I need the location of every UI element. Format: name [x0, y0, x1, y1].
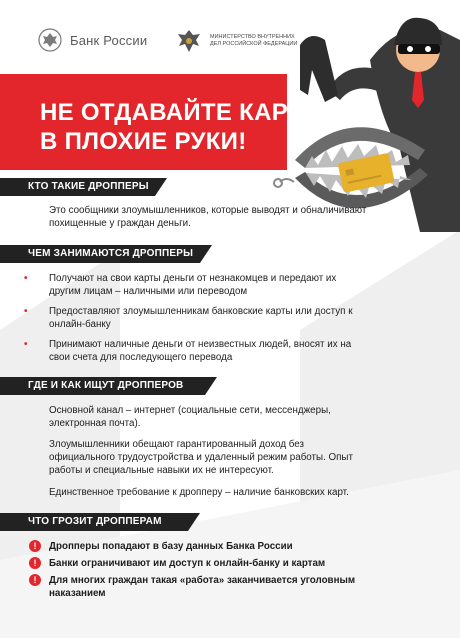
list-item: [24, 338, 354, 364]
section-heading-where: [0, 377, 205, 395]
ministry-logo-text: МИНИСТЕРСТВО ВНУТРЕННИХ ДЕЛ РОССИЙСКОЙ ФЕДЕРАЦИИ: [210, 34, 298, 47]
list-item-text: Для многих граждан такая «работа» заканчивается уголовным наказанием: [49, 575, 356, 599]
list-item-text: Принимают наличные деньги от неизвестных людей, вносят их на свои счета для последующего перевода: [49, 339, 352, 363]
list-item: [24, 272, 354, 298]
section-where-paragraph-2: Злоумышленники обещают гарантированный доход без официального трудоустройства и удаленный режим работы. Опыт работы и специальные навыки их не интересуют.: [49, 439, 353, 476]
section-heading-where-text: ГДЕ И КАК ИЩУТ ДРОППЕРОВ: [28, 380, 184, 391]
bank-logo-text: Банк России: [70, 32, 148, 48]
section-where-paragraph-1: Основной канал – интернет (социальные сети, мессенджеры, электронная почта).: [49, 405, 331, 429]
bank-of-russia-logo: [38, 28, 147, 52]
list-item: [29, 540, 359, 553]
list-item-text: Предоставляют злоумышленникам банковские карты или доступ к онлайн-банку: [49, 306, 353, 330]
section-what-list: [24, 272, 354, 371]
section-heading-threat: [0, 513, 188, 531]
section-heading-what-text: ЧЕМ ЗАНИМАЮТСЯ ДРОППЕРЫ: [28, 248, 194, 259]
warning-icon: !: [29, 574, 41, 586]
section-heading-what: [0, 245, 200, 263]
title-line-1: НЕ ОТДАВАЙТЕ КАРТУ: [40, 99, 318, 126]
bullet-icon: •: [24, 339, 28, 350]
list-item: [29, 574, 359, 600]
bullet-icon: •: [24, 273, 28, 284]
list-item-text: Банки ограничивают им доступ к онлайн-банку и картам: [49, 558, 326, 569]
section-heading-who: [0, 178, 155, 196]
list-item: [24, 305, 354, 331]
ministry-eagle-icon: [174, 26, 204, 56]
section-heading-who-text: КТО ТАКИЕ ДРОППЕРЫ: [28, 181, 149, 192]
section-threat-list: [29, 540, 359, 604]
section-where-paragraph-3: Единственное требование к дропперу – наличие банковских карт.: [49, 487, 349, 498]
bullet-icon: •: [24, 306, 28, 317]
double-eagle-icon: [38, 28, 62, 52]
warning-icon: !: [29, 557, 41, 569]
section-heading-threat-text: ЧТО ГРОЗИТ ДРОППЕРАМ: [28, 516, 162, 527]
warning-icon: !: [29, 540, 41, 552]
thief-trap-illustration: [250, 0, 460, 232]
section-who-text: Это сообщники злоумышленников, которые выводят и обналичивают похищенные у граждан деньги.: [49, 205, 367, 229]
list-item-text: Получают на свои карты деньги от незнакомцев и передают их другим лицам – наличными или переводом: [49, 273, 337, 297]
list-item-text: Дропперы попадают в базу данных Банка России: [49, 541, 293, 552]
list-item: [29, 557, 359, 570]
title-line-2: В ПЛОХИЕ РУКИ!: [40, 128, 247, 155]
